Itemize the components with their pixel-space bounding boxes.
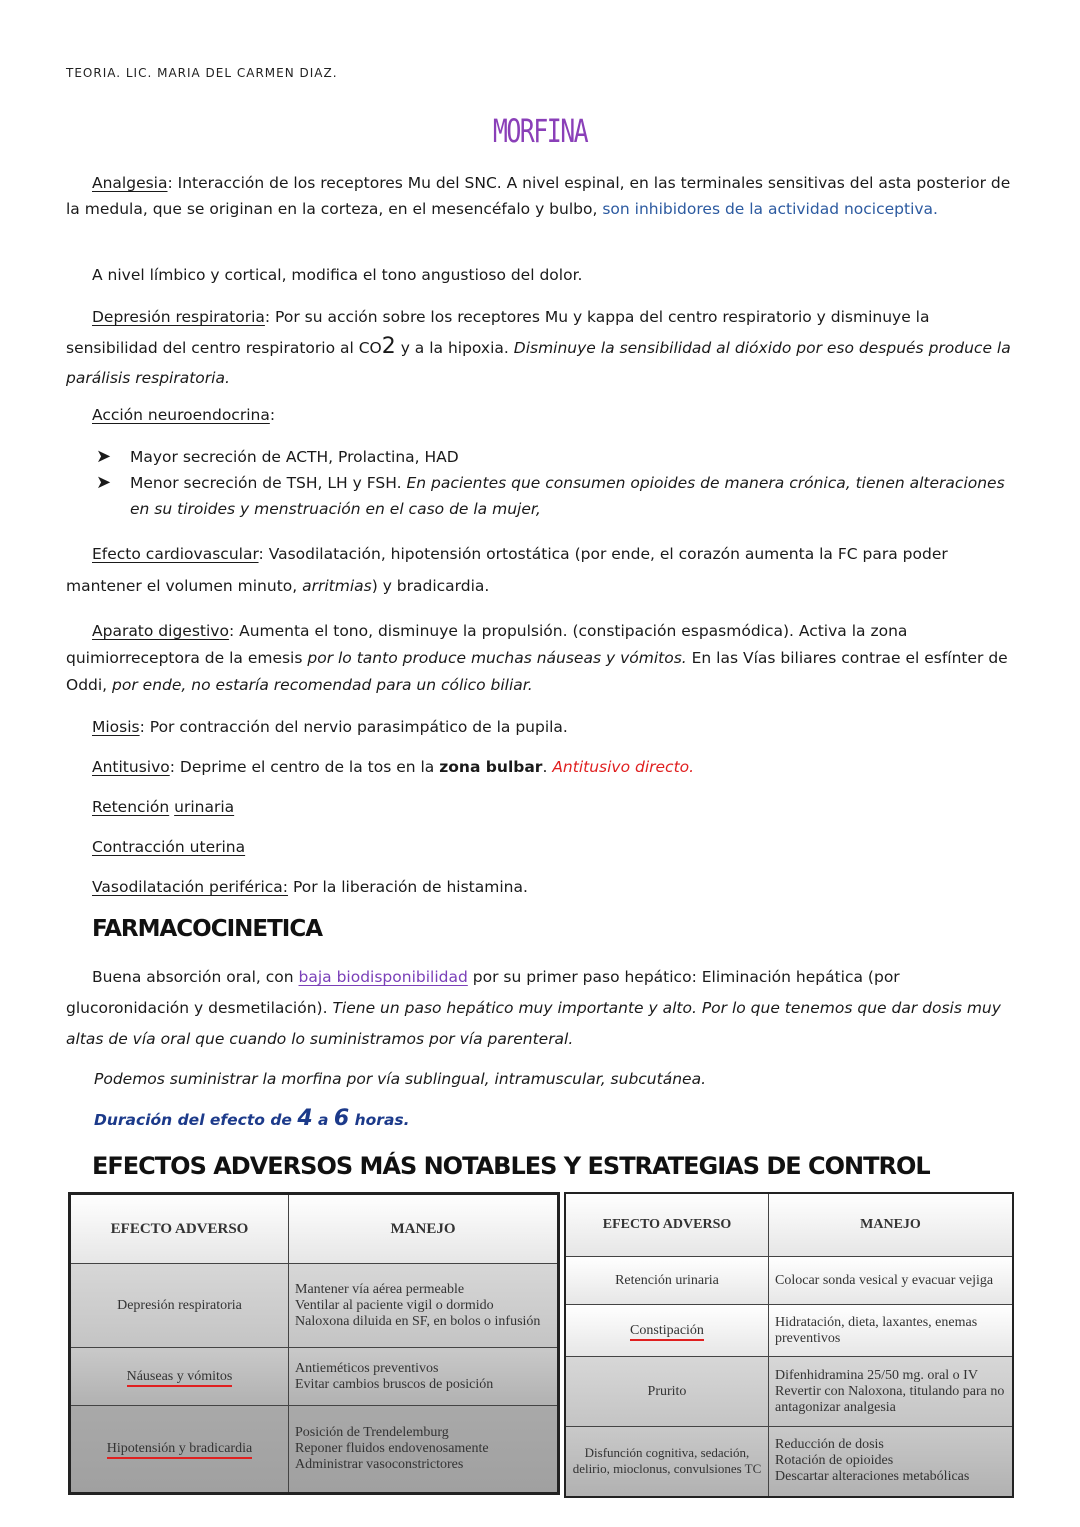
manejo-line: Mantener vía aérea permeable xyxy=(295,1281,465,1297)
contraccion-paragraph xyxy=(66,834,1014,860)
cardio-italic: arritmias xyxy=(302,577,372,595)
manejo-line: Descartar alteraciones metabólicas xyxy=(775,1469,970,1485)
manejo-line: Difenhidramina 25/50 mg. oral o IV xyxy=(775,1367,978,1383)
manejo-line: Reponer fluidos endovenosamente xyxy=(295,1441,489,1456)
manejo-line: Naloxona diluida en SF, en bolos o infusión xyxy=(295,1313,541,1329)
table-header-row xyxy=(70,1194,559,1264)
vias-text: Podemos suministrar la morfina por vía sublingual, intramuscular, subcutánea. xyxy=(94,1070,706,1088)
manejo-cell xyxy=(289,1348,559,1406)
retencion-word2: urinaria xyxy=(174,798,235,816)
vaso-paragraph xyxy=(66,874,1014,900)
limbico-text: A nivel límbico y cortical, modifica el tono angustioso del dolor. xyxy=(92,266,583,284)
contraccion-label: Contracción uterina xyxy=(92,838,246,856)
manejo-line: Hidratación, dieta, laxantes, enemas preventivos xyxy=(775,1314,978,1346)
bullet-text: Mayor secreción de ACTH, Prolactina, HAD xyxy=(130,448,459,466)
adverse-effects-table-left xyxy=(68,1192,560,1495)
farmaco-text-b: por su primer paso hepático: Eliminación hepática (por glucoronidación y desmetilación). xyxy=(66,968,900,1017)
table-row xyxy=(70,1406,559,1494)
effect-cell: Retención urinaria xyxy=(565,1257,769,1305)
manejo-line: Ventilar al paciente vigil o dormido xyxy=(295,1297,494,1313)
analgesia-blue-text: son inhibidores de la actividad nociceptiva. xyxy=(602,200,938,218)
analgesia-paragraph xyxy=(66,170,1014,222)
table-row xyxy=(565,1427,1013,1497)
table-row xyxy=(70,1348,559,1406)
table-row xyxy=(70,1264,559,1348)
cardio-text2: ) y bradicardia. xyxy=(371,577,490,595)
bullet-text: Menor secreción de TSH, LH y FSH. xyxy=(130,474,407,492)
manejo-line: Antieméticos preventivos xyxy=(295,1360,439,1376)
antitusivo-bold: zona bulbar xyxy=(439,758,543,776)
digestivo-text: : Aumenta el tono, disminuye la propulsión. (constipación espasmódica). Activa la zona quimiorreceptora de la emesis xyxy=(66,622,908,667)
table-row xyxy=(565,1305,1013,1357)
antitusivo-paragraph xyxy=(66,754,1014,780)
duracion-num1: 4 xyxy=(297,1106,313,1131)
antitusivo-label: Antitusivo xyxy=(92,758,170,776)
manejo-cell xyxy=(289,1406,559,1494)
digestivo-label: Aparato digestivo xyxy=(92,622,229,640)
depresion-italic: Disminuye la sensibilidad al dióxido por eso después produce la parálisis respiratoria. xyxy=(66,339,1011,387)
table-row xyxy=(565,1257,1013,1305)
page-header: TEORIA. LIC. MARIA DEL CARMEN DIAZ. xyxy=(66,66,338,80)
effect-cell xyxy=(70,1348,289,1406)
bullet-item xyxy=(66,444,1014,470)
duracion-paragraph xyxy=(66,1106,1014,1133)
table-header-row xyxy=(565,1193,1013,1257)
manejo-cell xyxy=(289,1264,559,1348)
analgesia-text: : Interacción de los receptores Mu del SNC. A nivel espinal, en las terminales sensitivas del asta posterior de la medula, que se originan en la corteza, en el mesencéfalo y bulbo, xyxy=(66,174,1011,218)
cardio-label: Efecto cardiovascular xyxy=(92,545,259,563)
cardio-text: : Vasodilatación, hipotensión ortostática (por ende, el corazón aumenta la FC para poder mantener el volumen minuto, xyxy=(66,545,948,595)
manejo-line: Evitar cambios bruscos de posición xyxy=(295,1376,494,1392)
farmaco-paragraph xyxy=(66,962,1014,1055)
adverse-effects-table-right xyxy=(564,1192,1014,1498)
manejo-cell xyxy=(769,1305,1014,1357)
vias-paragraph xyxy=(66,1066,1014,1092)
farmaco-text-a: Buena absorción oral, con xyxy=(92,968,299,986)
depresion-label: Depresión respiratoria xyxy=(92,308,265,326)
table-row xyxy=(565,1357,1013,1427)
duracion-text-b: a xyxy=(312,1111,334,1129)
limbico-paragraph xyxy=(66,262,1014,288)
efectos-heading: EFECTOS ADVERSOS MÁS NOTABLES Y ESTRATEGIAS DE CONTROL xyxy=(92,1152,930,1180)
miosis-text: : Por contracción del nervio parasimpático de la pupila. xyxy=(139,718,568,736)
farmaco-heading: FARMACOCINETICA xyxy=(92,916,323,942)
bullet-italic: En pacientes que consumen opioides de manera crónica, tienen alteraciones en su tiroides y menstruación en el caso de la mujer, xyxy=(130,474,1005,518)
manejo-line: Colocar sonda vesical y evacuar vejiga xyxy=(775,1272,994,1288)
neuro-colon: : xyxy=(269,406,276,424)
biodisponibilidad-link[interactable]: baja biodisponibilidad xyxy=(298,968,468,986)
manejo-line: Revertir con Naloxona, titulando para no antagonizar analgesia xyxy=(775,1383,1005,1415)
manejo-line: Rotación de opioides xyxy=(775,1453,894,1469)
page-title: MORFINA xyxy=(492,112,588,150)
antitusivo-text: : Deprime el centro de la tos en la xyxy=(169,758,440,776)
col-header-efecto: EFECTO ADVERSO xyxy=(565,1193,769,1257)
co2-subscript: 2 xyxy=(381,334,396,359)
manejo-cell xyxy=(769,1427,1014,1497)
vaso-text: Por la liberación de histamina. xyxy=(288,878,528,896)
digestivo-text2: En las Vías biliares contrae el esfínter de Oddi, xyxy=(66,649,1008,694)
effect-cell xyxy=(70,1406,289,1494)
digestivo-italic: por lo tanto produce muchas náuseas y vómitos. xyxy=(307,649,687,667)
bullet-item xyxy=(66,470,1014,522)
effect-underlined: Hipotensión y bradicardia xyxy=(107,1441,252,1459)
miosis-label: Miosis xyxy=(92,718,140,736)
effect-cell: Prurito xyxy=(565,1357,769,1427)
farmaco-italic: Tiene un paso hepático muy importante y alto. Por lo que tenemos que dar dosis muy altas de vía oral que cuando lo suministramos por vía parenteral. xyxy=(66,999,1001,1048)
duracion-text-c: horas. xyxy=(349,1111,410,1129)
arrow-bullet-icon: ➤ xyxy=(96,472,112,493)
manejo-line: Administrar vasoconstrictores xyxy=(295,1457,464,1472)
depresion-text2: y a la hipoxia. xyxy=(395,339,514,357)
neuro-label: Acción neuroendocrina xyxy=(92,406,270,424)
retencion-paragraph xyxy=(66,794,1014,820)
col-header-manejo: MANEJO xyxy=(769,1193,1014,1257)
manejo-cell xyxy=(769,1257,1014,1305)
arrow-bullet-icon: ➤ xyxy=(96,446,112,467)
neuro-section xyxy=(66,402,1014,522)
digestivo-italic2: por ende, no estaría recomendad para un cólico biliar. xyxy=(112,676,533,694)
manejo-line: Posición de Trendelemburg xyxy=(295,1425,449,1440)
analgesia-label: Analgesia xyxy=(92,174,168,192)
effect-underlined: Constipación xyxy=(630,1323,704,1341)
effect-cell xyxy=(565,1305,769,1357)
antitusivo-red: Antitusivo directo. xyxy=(552,758,695,776)
miosis-paragraph xyxy=(66,714,1014,740)
effect-underlined: Náuseas y vómitos xyxy=(127,1369,233,1387)
manejo-cell xyxy=(769,1357,1014,1427)
antitusivo-text2: . xyxy=(542,758,553,776)
manejo-line: Reducción de dosis xyxy=(775,1437,884,1453)
duracion-text-a: Duración del efecto de xyxy=(94,1111,298,1129)
col-header-efecto: EFECTO ADVERSO xyxy=(70,1194,289,1264)
duracion-num2: 6 xyxy=(333,1106,350,1131)
col-header-manejo: MANEJO xyxy=(289,1194,559,1264)
depresion-text: : Por su acción sobre los receptores Mu y kappa del centro respiratorio y disminuye la sensibilidad del centro respiratorio al CO xyxy=(66,308,930,357)
cardio-paragraph xyxy=(66,538,1014,602)
digestivo-paragraph xyxy=(66,618,1014,699)
effect-cell: Depresión respiratoria xyxy=(70,1264,289,1348)
effect-cell: Disfunción cognitiva, sedación, delirio, mioclonus, convulsiones TC xyxy=(565,1427,769,1497)
depresion-paragraph xyxy=(66,302,1014,393)
vaso-label: Vasodilatación periférica: xyxy=(92,878,289,896)
retencion-word1: Retención xyxy=(92,798,170,816)
